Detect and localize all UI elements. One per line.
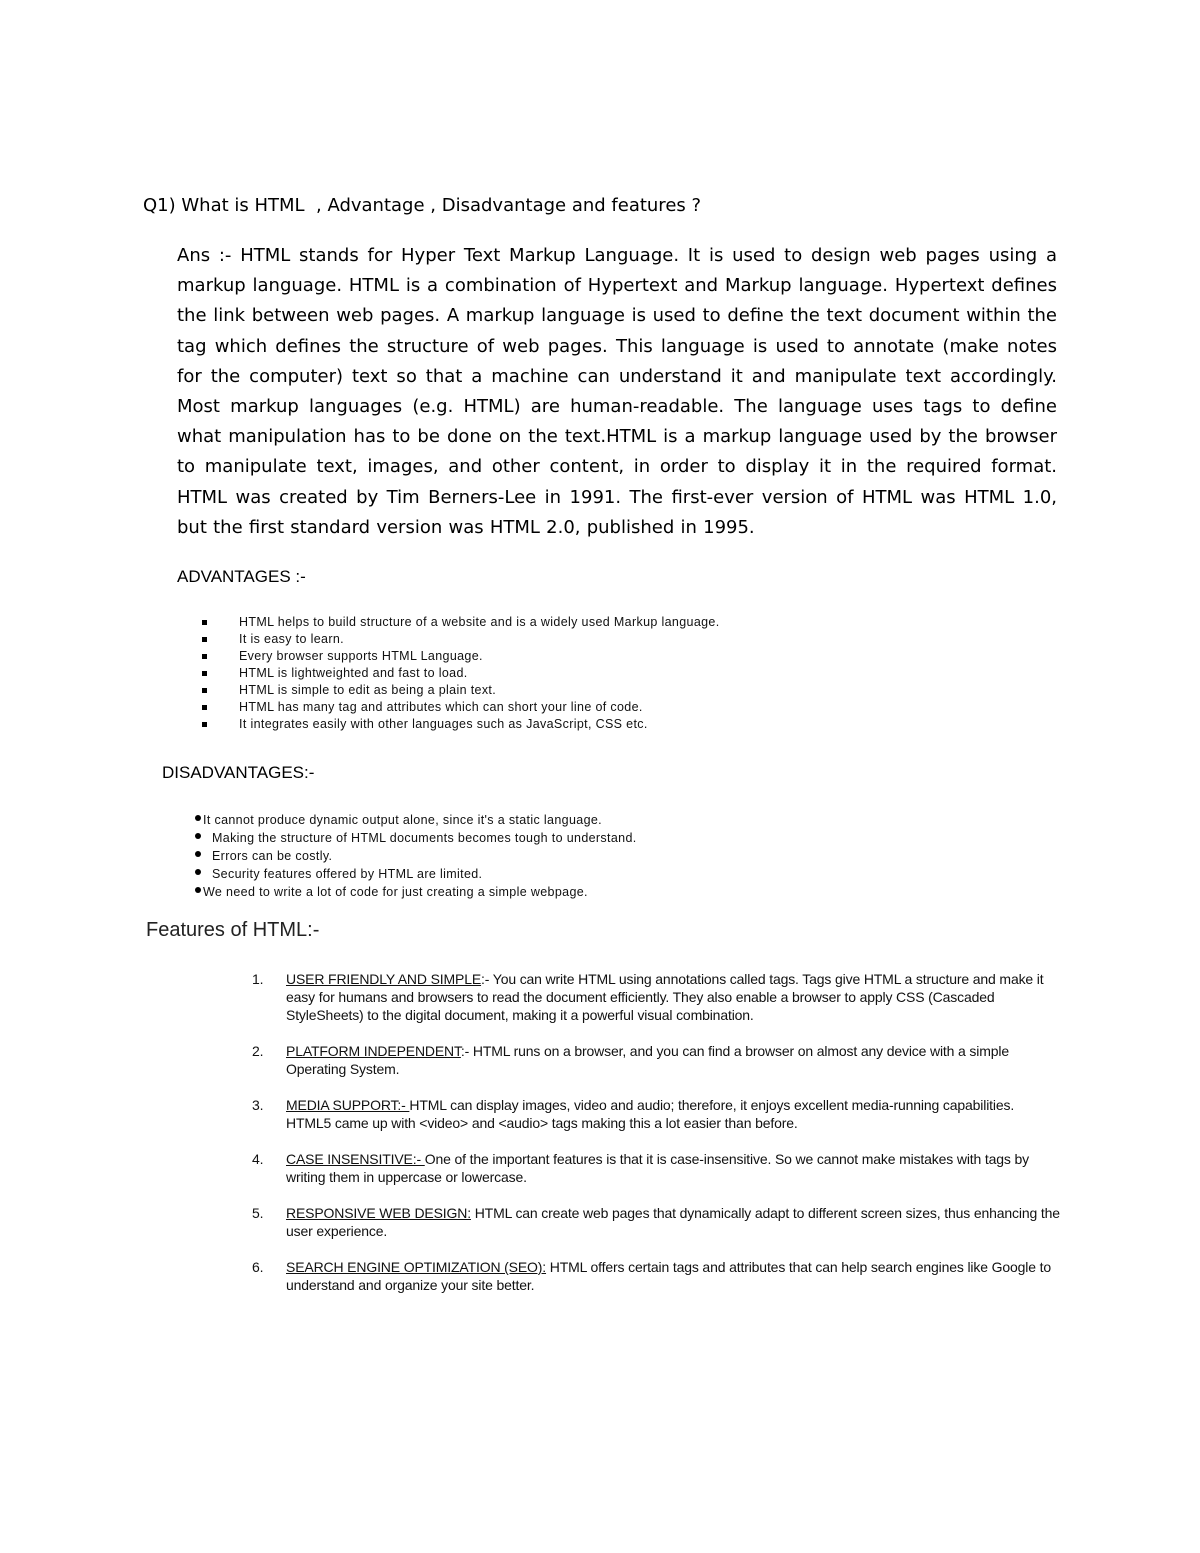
list-item bbox=[252, 1042, 1062, 1078]
advantages-heading: ADVANTAGES :- bbox=[177, 567, 306, 586]
feature-description: HTML can display images, video and audio; therefore, it enjoys excellent media-running capabilities. HTML5 came up with <video> and <audio> tags making this a lot easier than before. bbox=[286, 1097, 1015, 1131]
feature-term: MEDIA SUPPORT:- bbox=[286, 1097, 410, 1113]
list-item: Security features offered by HTML are limited. bbox=[195, 865, 637, 883]
item-number: 2. bbox=[252, 1043, 264, 1059]
feature-description: :- HTML runs on a browser, and you can find a browser on almost any device with a simple Operating System. bbox=[286, 1043, 1009, 1077]
feature-description: :- You can write HTML using annotations called tags. Tags give HTML a structure and make it easy for humans and browsers to read the document efficiently. They also enable a browser to apply CSS (Cascaded StyleSheets) to the digital document, making it a powerful visual combination. bbox=[286, 971, 1044, 1023]
bullet-square-icon bbox=[202, 688, 207, 693]
list-item bbox=[252, 1258, 1062, 1294]
feature-term: RESPONSIVE WEB DESIGN: bbox=[286, 1205, 471, 1221]
item-number: 1. bbox=[252, 971, 264, 987]
item-number: 4. bbox=[252, 1151, 264, 1167]
item-number: 6. bbox=[252, 1259, 264, 1275]
feature-description: One of the important features is that it is case-insensitive. So we cannot make mistakes with tags by writing them in uppercase or lowercase. bbox=[286, 1151, 1029, 1185]
list-item bbox=[252, 970, 1062, 1024]
bullet-square-icon bbox=[202, 637, 207, 642]
feature-term: PLATFORM INDEPENDENT bbox=[286, 1043, 461, 1059]
bullet-dot-icon bbox=[195, 833, 201, 839]
list-item: Every browser supports HTML Language. bbox=[202, 648, 720, 665]
bullet-dot-icon bbox=[195, 851, 201, 857]
list-item: It cannot produce dynamic output alone, since it's a static language. bbox=[195, 811, 637, 829]
question-heading: Q1) What is HTML , Advantage , Disadvantage and features ? bbox=[143, 195, 702, 216]
bullet-square-icon bbox=[202, 722, 207, 727]
bullet-square-icon bbox=[202, 705, 207, 710]
list-item bbox=[252, 1096, 1062, 1132]
list-item: It is easy to learn. bbox=[202, 631, 720, 648]
list-item: It integrates easily with other languages such as JavaScript, CSS etc. bbox=[202, 716, 720, 733]
bullet-dot-icon bbox=[195, 887, 201, 893]
list-item bbox=[252, 1150, 1062, 1186]
advantages-list bbox=[202, 614, 720, 733]
feature-term: SEARCH ENGINE OPTIMIZATION (SEO): bbox=[286, 1259, 547, 1275]
features-list bbox=[252, 970, 1062, 1312]
item-number: 5. bbox=[252, 1205, 264, 1221]
list-item: We need to write a lot of code for just creating a simple webpage. bbox=[195, 883, 637, 901]
feature-description: HTML can create web pages that dynamically adapt to different screen sizes, thus enhancing the user experience. bbox=[286, 1205, 1060, 1239]
item-number: 3. bbox=[252, 1097, 264, 1113]
list-item: Errors can be costly. bbox=[195, 847, 637, 865]
feature-description: HTML offers certain tags and attributes that can help search engines like Google to understand and organize your site better. bbox=[286, 1259, 1051, 1293]
bullet-square-icon bbox=[202, 654, 207, 659]
answer-paragraph: Ans :- HTML stands for Hyper Text Markup Language. It is used to design web pages using a markup language. HTML is a combination of Hypertext and Markup language. Hypertext defines the link between web pages. A markup language is used to define the text document within the tag which defines the structure of web pages. This language is used to annotate (make notes for the computer) text so that a machine can understand it and manipulate text accordingly. Most markup languages (e.g. HTML) are human-readable. The language uses tags to define what manipulation has to be done on the text.HTML is a markup language used by the browser to manipulate text, images, and other content, in order to display it in the required format. HTML was created by Tim Berners-Lee in 1991. The first-ever version of HTML was HTML 1.0, but the first standard version was HTML 2.0, published in 1995. bbox=[177, 245, 1057, 538]
features-heading: Features of HTML:- bbox=[146, 919, 320, 941]
feature-term: CASE INSENSITIVE:- bbox=[286, 1151, 425, 1167]
list-item: HTML is simple to edit as being a plain text. bbox=[202, 682, 720, 699]
bullet-square-icon bbox=[202, 620, 207, 625]
list-item: Making the structure of HTML documents becomes tough to understand. bbox=[195, 829, 637, 847]
bullet-square-icon bbox=[202, 671, 207, 676]
bullet-dot-icon bbox=[195, 815, 201, 821]
disadvantages-list bbox=[195, 811, 637, 901]
disadvantages-heading: DISADVANTAGES:- bbox=[162, 763, 315, 782]
bullet-dot-icon bbox=[195, 869, 201, 875]
feature-term: USER FRIENDLY AND SIMPLE bbox=[286, 971, 482, 987]
list-item: HTML is lightweighted and fast to load. bbox=[202, 665, 720, 682]
list-item: HTML helps to build structure of a website and is a widely used Markup language. bbox=[202, 614, 720, 631]
list-item: HTML has many tag and attributes which can short your line of code. bbox=[202, 699, 720, 716]
list-item bbox=[252, 1204, 1062, 1240]
